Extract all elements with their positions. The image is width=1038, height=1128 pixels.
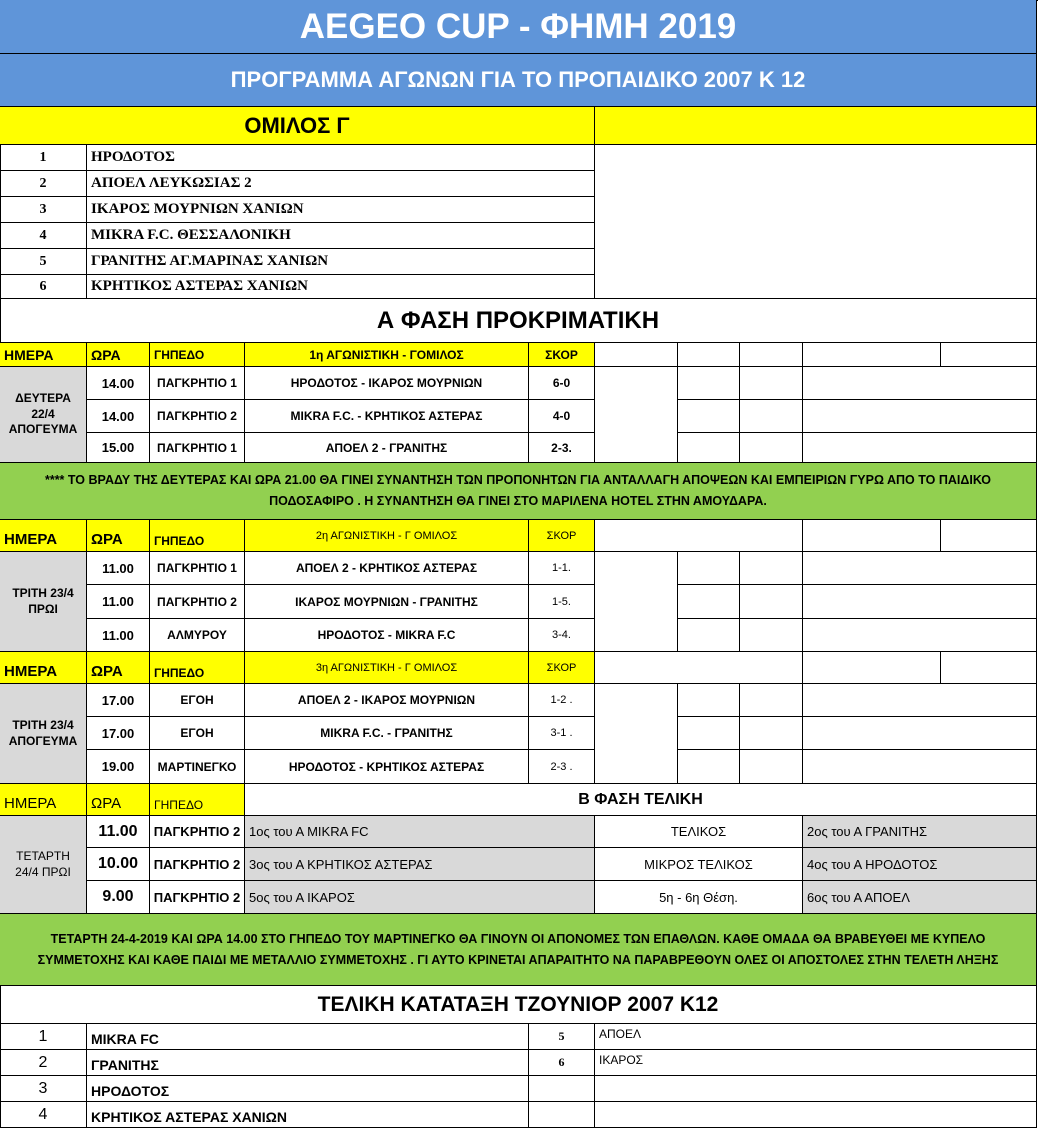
standings-team: ΓΡΑΝΙΤΗΣ: [87, 1050, 529, 1076]
blank: [803, 433, 1037, 463]
standings-team: MIKRA FC: [87, 1024, 529, 1050]
group-title: ΟΜΙΛΟΣ Γ: [0, 107, 595, 145]
match-time: 17.00: [87, 684, 150, 717]
match-time: 15.00: [87, 433, 150, 463]
team-num: 1: [0, 145, 87, 171]
blank: [678, 684, 740, 717]
match-pair: ΑΠΟΕΛ 2 - ΚΡΗΤΙΚΟΣ ΑΣΤΕΡΑΣ: [245, 552, 529, 585]
match-pair: MIKRA F.C. - ΚΡΗΤΙΚΟΣ ΑΣΤΕΡΑΣ: [245, 400, 529, 433]
match-score: 4-0: [529, 400, 595, 433]
blank: [678, 552, 740, 585]
team-num: 6: [0, 275, 87, 299]
phase-a-title: Α ΦΑΣΗ ΠΡΟΚΡΙΜΑΤΙΚΗ: [0, 299, 1037, 343]
blank: [595, 1102, 1037, 1128]
header-score: ΣΚΟΡ: [529, 652, 595, 684]
blank: [740, 552, 803, 585]
header-time: ΩΡΑ: [87, 784, 150, 816]
standings-title: ΤΕΛΙΚΗ ΚΑΤΑΤΑΞΗ ΤΖΟΥΝΙΟΡ 2007 Κ12: [0, 986, 1037, 1024]
blank: [740, 684, 803, 717]
header-time: ΩΡΑ: [87, 343, 150, 367]
blank: [529, 1076, 595, 1102]
team-num: 3: [0, 197, 87, 223]
match-score: 1-2 .: [529, 684, 595, 717]
final-field: ΠΑΓΚΡΗΤΙΟ 2: [150, 816, 245, 848]
blank: [595, 652, 803, 684]
blank: [678, 343, 740, 367]
page-subtitle: ΠΡΟΓΡΑΜΜΑ ΑΓΩΝΩΝ ΓΙΑ ΤΟ ΠΡΟΠΑΙΔΙΚΟ 2007 Κ 12: [0, 54, 1037, 107]
final-label: ΜΙΚΡΟΣ ΤΕΛΙΚΟΣ: [595, 848, 803, 881]
match-score: 1-1.: [529, 552, 595, 585]
team-name: ΓΡΑΝΙΤΗΣ ΑΓ.ΜΑΡΙΝΑΣ ΧΑΝΙΩΝ: [87, 249, 595, 275]
phase-b-title: Β ΦΑΣΗ ΤΕΛΙΚΗ: [245, 784, 1037, 816]
team-name: ΙΚΑΡΟΣ ΜΟΥΡΝΙΩΝ ΧΑΝΙΩΝ: [87, 197, 595, 223]
team-name: ΑΠΟΕΛ ΛΕΥΚΩΣΙΑΣ 2: [87, 171, 595, 197]
header-field: ΓΗΠΕΔΟ: [150, 343, 245, 367]
blank: [595, 552, 678, 652]
final-time: 9.00: [87, 881, 150, 914]
match-time: 19.00: [87, 750, 150, 784]
final-home: 3ος του Α ΚΡΗΤΙΚΟΣ ΑΣΤΕΡΑΣ: [245, 848, 595, 881]
header-time: ΩΡΑ: [87, 520, 150, 552]
match-field: ΠΑΓΚΡΗΤΙΟ 2: [150, 585, 245, 619]
blank: [678, 619, 740, 652]
standings-pos: 6: [529, 1050, 595, 1076]
match-field: ΠΑΓΚΡΗΤΙΟ 1: [150, 552, 245, 585]
blank: [678, 717, 740, 750]
final-home: 5ος του Α ΙΚΑΡΟΣ: [245, 881, 595, 914]
standings-team: ΑΠΟΕΛ: [595, 1024, 1037, 1050]
match-time: 11.00: [87, 619, 150, 652]
match-pair: ΑΠΟΕΛ 2 - ΙΚΑΡΟΣ ΜΟΥΡΝΙΩΝ: [245, 684, 529, 717]
final-time: 10.00: [87, 848, 150, 881]
blank: [803, 750, 1037, 784]
blank: [740, 585, 803, 619]
standings-team: ΗΡΟΔΟΤΟΣ: [87, 1076, 529, 1102]
blank: [740, 619, 803, 652]
blank: [740, 750, 803, 784]
note-coaches-meeting: **** ΤΟ ΒΡΑΔΥ ΤΗΣ ΔΕΥΤΕΡΑΣ ΚΑΙ ΩΡΑ 21.00 ΘΑ ΓΙΝΕΙ ΣΥΝΑΝΤΗΣΗ ΤΩΝ ΠΡΟΠΟΝΗΤΩΝ ΓΙΑ ΑΝΤΑΛΛΑΓΗ ΑΠΟΨΕΩΝ ΚΑΙ ΕΜΠΕΙΡΙΩΝ ΓΥΡΩ ΑΠΟ ΤΟ ΠΑΙΔΙΚΟ ΠΟΔΟΣΑΦΙΡΟ . Η ΣΥΝΑΝΤΗΣΗ ΘΑ ΓΙΝΕΙ ΣΤΟ ΜΑΡΙΛΕΝΑ HOTEL ΣΤΗΝ ΑΜΟΥΔΑΡΑ.: [0, 463, 1037, 520]
blank: [678, 367, 740, 400]
note-award-ceremony: ΤΕΤΑΡΤΗ 24-4-2019 ΚΑΙ ΩΡΑ 14.00 ΣΤΟ ΓΗΠΕΔΟ ΤΟΥ ΜΑΡΤΙΝΕΓΚΟ ΘΑ ΓΙΝΟΥΝ ΟΙ ΑΠΟΝΟΜΕΣ ΤΩΝ ΕΠΑΘΛΩΝ. ΚΑΘΕ ΟΜΑΔΑ ΘΑ ΒΡΑΒΕΥΘΕΙ ΜΕ ΚΥΠΕΛΟ ΣΥΜΜΕΤΟΧΗΣ ΚΑΙ ΚΑΘΕ ΠΑΙΔΙ ΜΕ ΜΕΤΑΛΛΙΟ ΣΥΜΜΕΤΟΧΗΣ . ΓΙ ΑΥΤΟ ΚΡΙΝΕΤΑΙ ΑΠΑΡΑΙΤΗΤΟ ΝΑ ΠΑΡΑΒΡΕΘΟΥΝ ΟΛΕΣ ΟΙ ΑΠΟΣΤΟΛΕΣ ΣΤΗΝ ΤΕΛΕΤΗ ΛΗΞΗΣ: [0, 914, 1037, 986]
blank: [740, 367, 803, 400]
match-score: 3-1 .: [529, 717, 595, 750]
match-pair: ΑΠΟΕΛ 2 - ΓΡΑΝΙΤΗΣ: [245, 433, 529, 463]
header-field: ΓΗΠΕΔΟ: [150, 520, 245, 552]
match-time: 14.00: [87, 400, 150, 433]
header-day: ΗΜΕΡΑ: [0, 343, 87, 367]
final-label: ΤΕΛΙΚΟΣ: [595, 816, 803, 848]
match-time: 11.00: [87, 585, 150, 619]
blank: [941, 652, 1037, 684]
blank: [803, 684, 1037, 717]
match-field: ΑΛΜΥΡΟΥ: [150, 619, 245, 652]
standings-pos: 4: [0, 1102, 87, 1128]
header-field: ΓΗΠΕΔΟ: [150, 784, 245, 816]
match-field: ΠΑΓΚΡΗΤΙΟ 2: [150, 400, 245, 433]
header-score: ΣΚΟΡ: [529, 520, 595, 552]
header-day: ΗΜΕΡΑ: [0, 520, 87, 552]
match-score: 3-4.: [529, 619, 595, 652]
team-num: 2: [0, 171, 87, 197]
standings-team: ΚΡΗΤΙΚΟΣ ΑΣΤΕΡΑΣ ΧΑΝΙΩΝ: [87, 1102, 529, 1128]
match-pair: ΗΡΟΔΟΤΟΣ - ΙΚΑΡΟΣ ΜΟΥΡΝΙΩΝ: [245, 367, 529, 400]
match-field: ΜΑΡΤΙΝΕΓΚΟ: [150, 750, 245, 784]
final-label: 5η - 6η Θέση.: [595, 881, 803, 914]
team-num: 5: [0, 249, 87, 275]
match-day: ΤΕΤΑΡΤΗ 24/4 ΠΡΩΙ: [0, 816, 87, 914]
blank: [803, 520, 941, 552]
blank: [678, 750, 740, 784]
standings-pos: 3: [0, 1076, 87, 1102]
match-score: 2-3.: [529, 433, 595, 463]
match-pair: ΗΡΟΔΟΤΟΣ - MIKRA F.C: [245, 619, 529, 652]
round-title: 1η ΑΓΩΝΙΣΤΙΚΗ - ΓΟΜΙΛΟΣ: [245, 343, 529, 367]
blank: [803, 585, 1037, 619]
team-num: 4: [0, 223, 87, 249]
final-field: ΠΑΓΚΡΗΤΙΟ 2: [150, 881, 245, 914]
final-away: 2ος του Α ΓΡΑΝΙΤΗΣ: [803, 816, 1037, 848]
match-day: ΤΡΙΤΗ 23/4 ΑΠΟΓΕΥΜΑ: [0, 684, 87, 784]
team-name: ΚΡΗΤΙΚΟΣ ΑΣΤΕΡΑΣ ΧΑΝΙΩΝ: [87, 275, 595, 299]
blank: [595, 343, 678, 367]
match-field: ΠΑΓΚΡΗΤΙΟ 1: [150, 433, 245, 463]
match-field: ΕΓΟΗ: [150, 717, 245, 750]
blank: [941, 520, 1037, 552]
blank: [803, 343, 941, 367]
blank: [803, 717, 1037, 750]
header-score: ΣΚΟΡ: [529, 343, 595, 367]
group-side-blank: [595, 145, 1037, 299]
header-field: ΓΗΠΕΔΟ: [150, 652, 245, 684]
header-day: ΗΜΕΡΑ: [0, 652, 87, 684]
blank: [803, 400, 1037, 433]
blank: [595, 1076, 1037, 1102]
blank: [678, 400, 740, 433]
blank: [803, 652, 941, 684]
final-time: 11.00: [87, 816, 150, 848]
blank: [740, 400, 803, 433]
group-title-filler: [595, 107, 1037, 145]
match-pair: ΗΡΟΔΟΤΟΣ - ΚΡΗΤΙΚΟΣ ΑΣΤΕΡΑΣ: [245, 750, 529, 784]
round-title: 3η ΑΓΩΝΙΣΤΙΚΗ - Γ ΟΜΙΛΟΣ: [245, 652, 529, 684]
standings-team: ΙΚΑΡΟΣ: [595, 1050, 1037, 1076]
header-day: ΗΜΕΡΑ: [0, 784, 87, 816]
match-score: 6-0: [529, 367, 595, 400]
match-day: ΔΕΥΤΕΡΑ 22/4 ΑΠΟΓΕΥΜΑ: [0, 367, 87, 463]
blank: [740, 433, 803, 463]
match-pair: ΙΚΑΡΟΣ ΜΟΥΡΝΙΩΝ - ΓΡΑΝΙΤΗΣ: [245, 585, 529, 619]
team-name: MIKRA F.C. ΘΕΣΣΑΛΟΝΙΚΗ: [87, 223, 595, 249]
match-day: ΤΡΙΤΗ 23/4 ΠΡΩΙ: [0, 552, 87, 652]
blank: [740, 717, 803, 750]
match-score: 1-5.: [529, 585, 595, 619]
match-time: 14.00: [87, 367, 150, 400]
header-time: ΩΡΑ: [87, 652, 150, 684]
match-score: 2-3 .: [529, 750, 595, 784]
match-field: ΠΑΓΚΡΗΤΙΟ 1: [150, 367, 245, 400]
page-title: AEGEO CUP - ΦΗΜΗ 2019: [0, 0, 1037, 54]
standings-pos: 2: [0, 1050, 87, 1076]
team-name: ΗΡΟΔΟΤΟΣ: [87, 145, 595, 171]
round-title: 2η ΑΓΩΝΙΣΤΙΚΗ - Γ ΟΜΙΛΟΣ: [245, 520, 529, 552]
blank: [595, 684, 678, 784]
match-time: 17.00: [87, 717, 150, 750]
blank: [740, 343, 803, 367]
blank: [595, 520, 803, 552]
final-away: 4ος του Α ΗΡΟΔΟΤΟΣ: [803, 848, 1037, 881]
match-time: 11.00: [87, 552, 150, 585]
standings-pos: 1: [0, 1024, 87, 1050]
blank: [803, 619, 1037, 652]
final-field: ΠΑΓΚΡΗΤΙΟ 2: [150, 848, 245, 881]
standings-pos: 5: [529, 1024, 595, 1050]
blank: [803, 367, 1037, 400]
blank: [595, 367, 678, 463]
blank: [941, 343, 1037, 367]
blank: [529, 1102, 595, 1128]
final-home: 1ος του Α MIKRA FC: [245, 816, 595, 848]
match-pair: MIKRA F.C. - ΓΡΑΝΙΤΗΣ: [245, 717, 529, 750]
match-field: ΕΓΟΗ: [150, 684, 245, 717]
blank: [678, 585, 740, 619]
blank: [803, 552, 1037, 585]
final-away: 6ος του Α ΑΠΟΕΛ: [803, 881, 1037, 914]
blank: [678, 433, 740, 463]
